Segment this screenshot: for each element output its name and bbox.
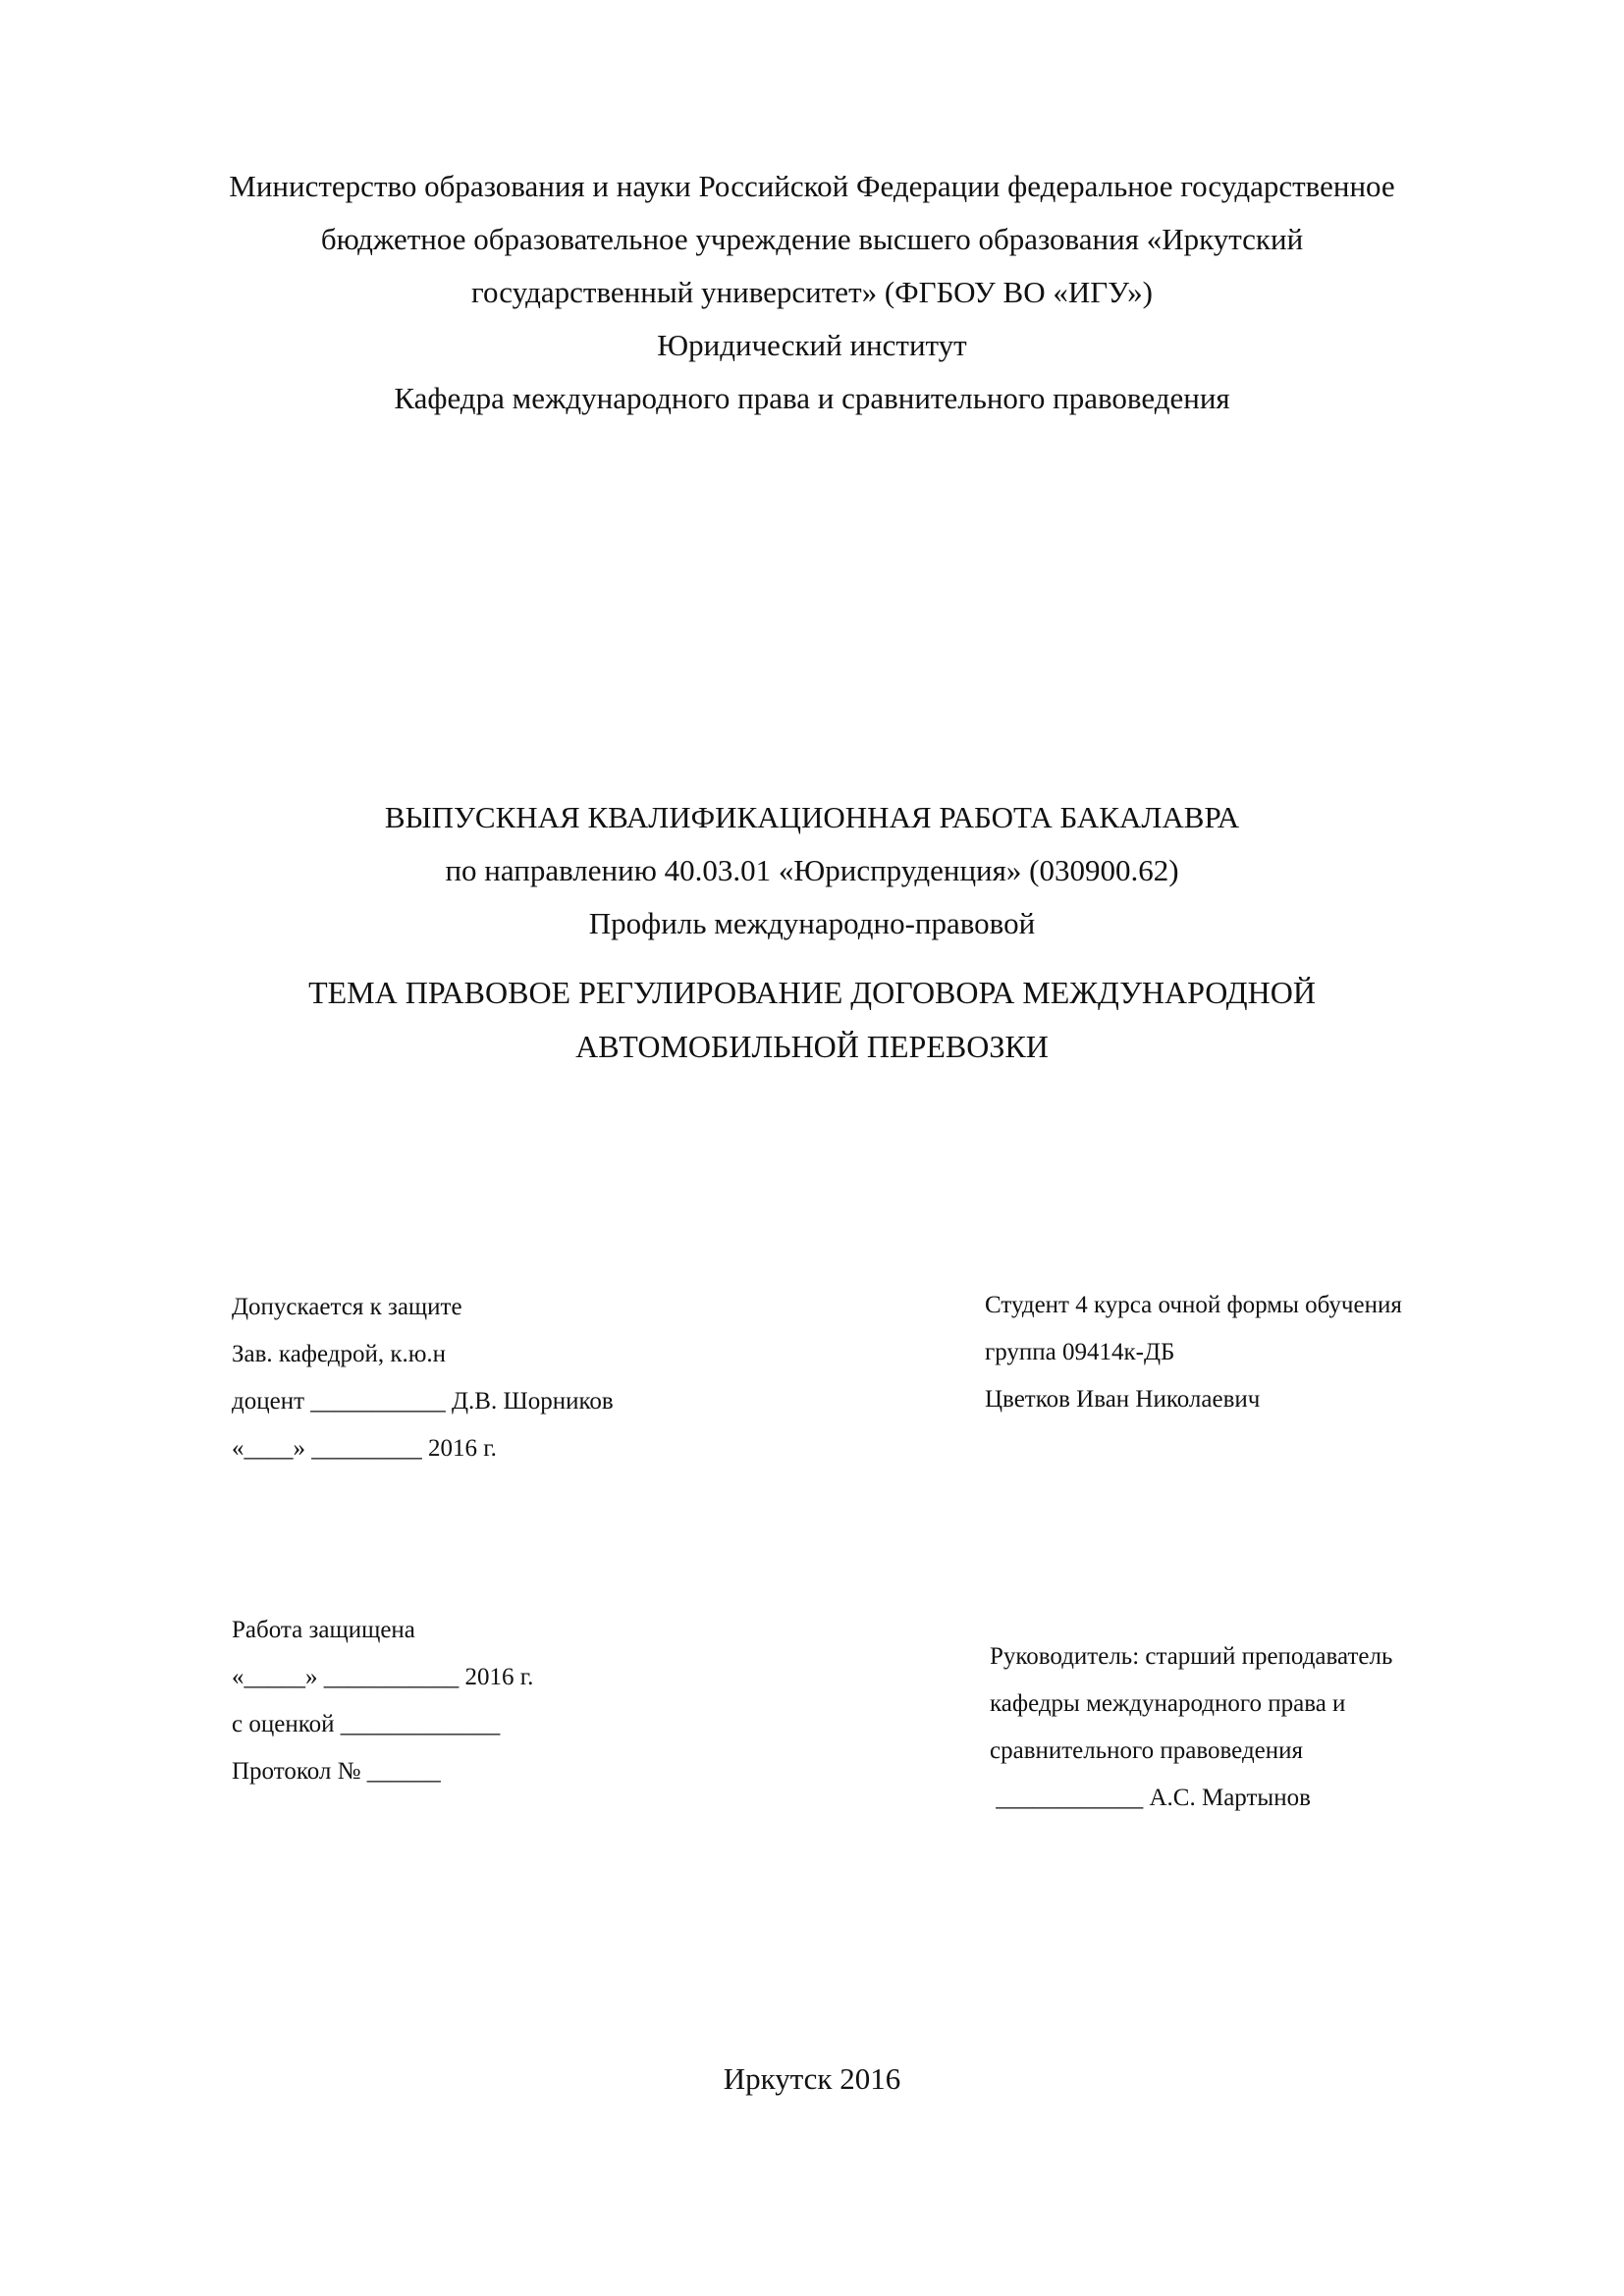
footer-city-year: Иркутск 2016: [723, 2061, 901, 2096]
header-line-university: государственный университет» (ФГБОУ ВО «ИГУ»): [471, 275, 1153, 309]
admission-line-title: Допускается к защите: [232, 1294, 462, 1320]
topic-line-1: ТЕМА ПРАВОВОЕ РЕГУЛИРОВАНИЕ ДОГОВОРА МЕЖДУНАРОДНОЙ: [308, 975, 1316, 1010]
study-direction: по направлению 40.03.01 «Юриспруденция» (030900.62): [445, 853, 1179, 887]
supervisor-line-department: кафедры международного права и: [990, 1690, 1346, 1717]
student-line-name: Цветков Иван Николаевич: [985, 1386, 1261, 1413]
student-line-group: группа 09414к-ДБ: [985, 1339, 1175, 1365]
defense-line-title: Работа защищена: [232, 1617, 415, 1643]
header-line-institute: Юридический институт: [657, 328, 967, 362]
study-profile: Профиль международно-правовой: [588, 906, 1036, 940]
defense-line-date: «_____» ___________ 2016 г.: [232, 1664, 534, 1690]
topic-line-2: АВТОМОБИЛЬНОЙ ПЕРЕВОЗКИ: [575, 1029, 1049, 1064]
admission-line-date: «____» _________ 2016 г.: [232, 1435, 497, 1462]
student-block: [985, 1292, 1535, 1429]
student-line-course: Студент 4 курса очной формы обучения: [985, 1292, 1402, 1318]
supervisor-block: [990, 1643, 1540, 1830]
header-line-department: Кафедра международного права и сравнительного правоведения: [394, 381, 1230, 415]
defense-line-grade: с оценкой _____________: [232, 1711, 501, 1737]
admission-line-signature: доцент ___________ Д.В. Шорников: [232, 1388, 614, 1415]
defense-line-protocol: Протокол № ______: [232, 1758, 441, 1785]
supervisor-line-department-2: сравнительного правоведения: [990, 1737, 1304, 1764]
work-type: ВЫПУСКНАЯ КВАЛИФИКАЦИОННАЯ РАБОТА БАКАЛАВРА: [384, 800, 1240, 834]
supervisor-line-signature: ____________ А.С. Мартынов: [990, 1785, 1311, 1811]
admission-block: [232, 1294, 723, 1480]
admission-line-head: Зав. кафедрой, к.ю.н: [232, 1341, 447, 1367]
header-line-ministry: Министерство образования и науки Российской Федерации федеральное государственное: [229, 169, 1395, 203]
defense-block: [232, 1617, 723, 1803]
header-line-institution: бюджетное образовательное учреждение высшего образования «Иркутский: [320, 222, 1304, 256]
supervisor-line-title: Руководитель: старший преподаватель: [990, 1643, 1393, 1670]
